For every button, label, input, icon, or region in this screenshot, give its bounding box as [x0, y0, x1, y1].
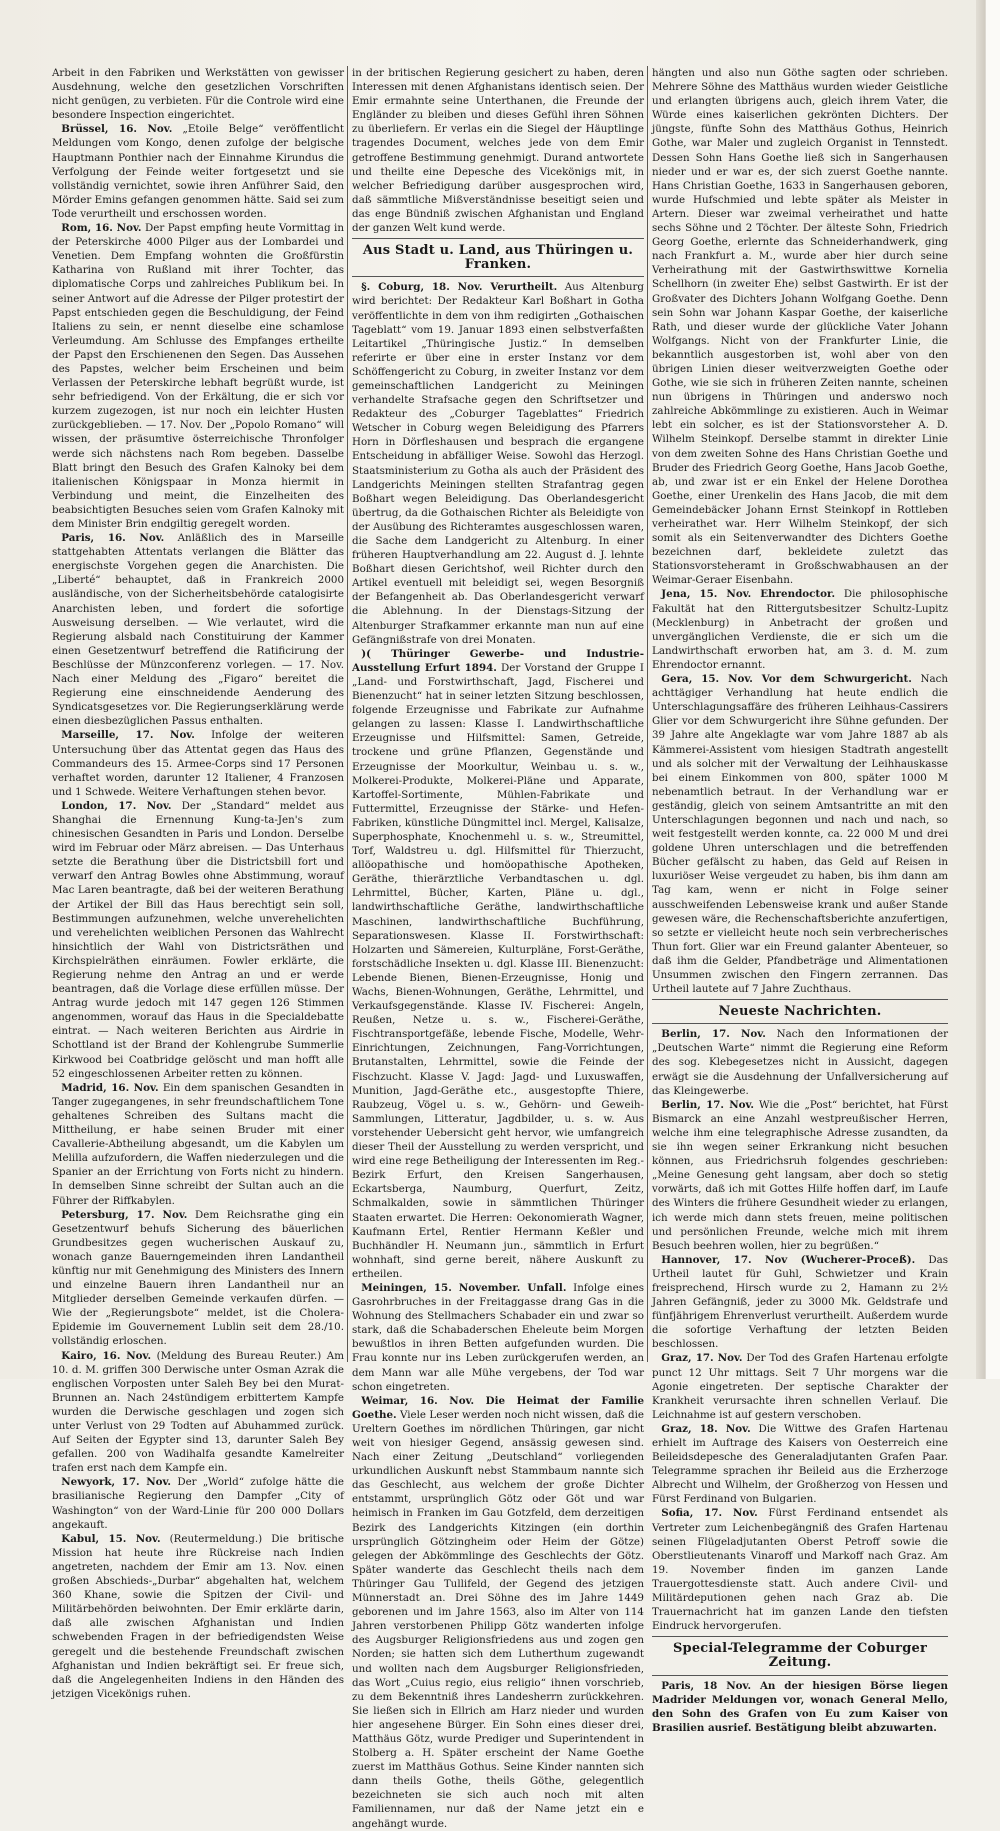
dateline: Brüssel, 16. Nov.: [61, 123, 173, 136]
section-rule: [352, 238, 644, 239]
article-text: Infolge der weiteren Untersuchung über das Attentat gegen das Haus des Commandeurs des 15. Armee-Corps sind 17 Personen verhaftet worden, darunter 12 Italiener, 4 Franzosen und 1 Schwede. Weitere Verhaftungen stehen bevor.: [52, 729, 344, 798]
article-paragraph: [652, 1027, 948, 1097]
article-paragraph: [52, 1208, 344, 1349]
column-rule: [647, 66, 648, 1362]
dateline: Graz, 18. Nov.: [661, 1422, 751, 1435]
dateline: Paris, 16. Nov.: [61, 532, 165, 545]
dateline: Sofia, 17. Nov.: [661, 1507, 758, 1520]
dateline: Petersburg, 17. Nov.: [61, 1208, 188, 1221]
article-text: Aus Altenburg wird berichtet: Der Redakteur Karl Boßhart in Gotha veröffentlichte in dem von ihm redigirten „Gothaischen Tageblatt“ vom 19. Januar 1893 einen selbstverfaßten Leitartikel „Thüringische Justiz.“ In demselben referirte er über eine in erster Instanz vor dem Schöffengericht zu Coburg, in zweiter Instanz vor dem gemeinschaftlichen Landgericht zu Meiningen verhandelte Strafsache gegen den Schriftsetzer und Redakteur des „Coburger Tageblattes“ Friedrich Wetscher in Coburg wegen Beleidigung des Pfarrers Horn in Dörfleshausen und besprach die ergangene Entscheidung in abfälliger Weise. Sowohl das Herzogl. Staatsministerium zu Gotha als auch der Präsident des Landgerichts Meiningen stellten Strafantrag gegen Boßhart wegen Beleidigung. Das Oberlandesgericht übertrug, da die Gothaischen Richter als Beleidigte von der Ausübung des Richteramtes ausgeschlossen waren, die Sache dem Landgericht zu Altenburg. In einer früheren Hauptverhandlung am 22. August d. J. lehnte Boßhart diesen Gerichtshof, weil Richter durch den Artikel eventuell mit beleidigt sei, wegen Besorgniß der Befangenheit ab. Das Oberlandesgericht verwarf die Ablehnung. In der Dienstags-Sitzung der Altenburger Strafkammer erkannte man nun auf eine Gefängnißstrafe von drei Monaten.: [352, 281, 644, 646]
dateline: §. Coburg, 18. Nov. Verurtheilt.: [361, 281, 558, 294]
article-text: „Etoile Belge“ veröffentlicht Meldungen vom Kongo, denen zufolge der belgische Hauptmann Ponthier nach der Einnahme Kirundus die Verfolgung der Feinde weiter fortgesetzt und sie vollständig vernichtet, sowie ihren Anführer Said, den Mörder Emins gefangen genommen hätte. Said sei zum Tode verurtheilt und erschossen worden.: [52, 123, 344, 220]
column-3: [652, 66, 949, 1734]
article-text: hängten und also nun Göthe sagten oder schrieben. Mehrere Söhne des Matthäus wurden wieder Geistliche und erlangten übrigens auch, gleich ihrem Vater, die Würde eines kaiserlichen gekrönten Dichters. Der jüngste, fünfte Sohn des Matthäus Gothus, Heinrich Gothe, war Maler und zugleich Organist in Tennstedt. Dessen Sohn Hans Goethe ließ sich in Sangerhausen nieder und er war es, der sich zuerst Goethe nannte. Hans Christian Goethe, 1633 in Sangerhausen geboren, wurde Hufschmied und lebte später als Meister in Artern. Dieser war zweimal verheirathet und hatte sechs Söhne und 2 Töchter. Der älteste Sohn, Friedrich Georg Goethe, erlernte das Schneiderhandwerk, ging nach Frankfurt a. M., wurde aber hier durch seine Verheirathung mit der Gastwirthswittwe Kornelia Schellhorn (in zweiter Ehe) selbst Gastwirth. Er ist der Großvater des Dichters Johann Wolfgang Goethe. Denn sein Sohn war Johann Kaspar Goethe, der kaiserliche Rath, und dieser wurde der glückliche Vater Johann Wolfgangs. Nicht von der Frankfurter Linie, die bekanntlich ausgestorben ist, wohl aber von den übrigen Linien dieser weitverzweigten Goethe oder Gothe, wie sie sich in früheren Zeiten nannte, scheinen nun übrigens in Thüringen und anderswo noch zahlreiche Abkömmlinge zu existieren. Auch in Weimar lebt ein solcher, es ist der Stationsvorsteher A. D. Wilhelm Steinkopf. Derselbe stammt in direkter Linie von dem zweiten Sohne des Hans Christian Goethe und Bruder des Friedrich Georg Goethe, Hans Jacob Goethe, ab, und zwar ist er ein Enkel der Helene Dorothea Goethe, einer Urenkelin des Hans Jacob, die mit dem Gemeindebäcker Johann Ernst Steinkopf in Rottleben verheirathet war. Herr Wilhelm Steinkopf, der sich somit als ein Seitenverwandter des Dichters Goethe bezeichnen darf, bekleidete zuletzt das Stationsvorsteheramt in Großschwabhausen an der Weimar-Geraer Eisenbahn.: [652, 67, 948, 587]
article-text: in der britischen Regierung gesichert zu haben, deren Interessen mit denen Afghanistans identisch seien. Der Emir ermahnte seine Unterthanen, die Freunde der Engländer zu bleiben und dieses Gefühl ihren Söhnen zu überliefern. Er verlas ein die Siegel der Häuptlinge tragendes Document, welches jede von dem Emir getroffene Bestimmung genehmigt. Durand antwortete und theilte eine Depesche des Vicekönigs mit, in welcher Befriedigung darüber ausgesprochen wird, daß sämmtliche Mißverständnisse beseitigt seien und das enge Bündniß zwischen Afghanistan und England der ganzen Welt kund werde.: [352, 67, 644, 235]
section-heading: Special-Telegramme der Coburger Zeitung.: [672, 1641, 928, 1671]
dateline: Paris, 18 Nov.: [661, 1679, 752, 1692]
article-text: Ein dem spanischen Gesandten in Tanger zugegangenes, in sehr freundschaftlichem Tone gehaltenes Schreiben des Sultans macht die Mittheilung, er habe seinen Bruder mit einer Cavallerie-Abtheilung abgesandt, um die Kabylen um Melilla aufzufordern, die Waffen niederzulegen und die Spanier an der Errichtung von Forts nicht zu hindern. In demselben Sinne schreibt der Sultan auch an die Führer der Riffkabylen.: [52, 1081, 344, 1207]
article-text: Wie die „Post“ berichtet, hat Fürst Bismarck an eine Anzahl westpreußischer Herren, welche ihm eine telegraphische Adresse zusandten, da sie ihn wegen seiner Erkrankung nicht besuchen können, aus Friedrichsruh folgendes geschrieben: „Meine Genesung geht langsam, aber doch so stetig vorwärts, daß ich mit Gottes Hilfe hoffen darf, im Laufe des Winters die frühere Gesundheit wieder zu erlangen, ich werde mich dann stets freuen, meine politischen und persönlichen Freunde, welche mich mit ihrem Besuch beehren wollen, hier zu begrüßen.“: [652, 1098, 948, 1252]
page-edge: [976, 0, 1000, 1379]
section-heading: Aus Stadt u. Land, aus Thüringen u. Franken.: [362, 243, 634, 273]
article-text: Infolge eines Gasrohrbruches in der Freitaggasse drang Gas in die Wohnung des Stellmachers Schabader ein und zwar so stark, daß die Schabaderschen Eheleute beim Morgen bewußtlos in ihren Betten aufgefunden wurden. Die Frau konnte nur ins Leben zurückgerufen werden, an dem Mann war alle Mühe vergebens, der Tod war schon eingetreten.: [352, 1281, 644, 1393]
article-paragraph: [352, 1281, 644, 1394]
article-paragraph: [652, 1506, 948, 1633]
article-text: Arbeit in den Fabriken und Werkstätten von gewisser Ausdehnung, welche den gesetzlichen Vorschriften nicht genügen, zu verbieten. Für die Controle wird eine besondere Inspection eingerichtet.: [52, 67, 344, 122]
article-text: Nach achttägiger Verhandlung hat heute endlich die Unterschlagungsaffäre des früheren Leihhaus-Cassirers Glier vor dem Schwurgericht ihre Sühne gefunden. Der 39 Jahre alte Angeklagte war vom Jahre 1887 ab als Kämmerei-Assistent vom hiesigen Stadtrath angestellt und als solcher mit der Verwaltung der Leihhauskasse bei einem Einkommen von 800, später 1000 M nebenamtlich betraut. In der Verhandlung war er geständig, gleich von seinem Amtsantritte an mit den Unterschlagungen begonnen und nach und nach, so weit festgestellt werden konnte, ca. 22 000 M und drei goldene Uhren unterschlagen und die betreffenden Bücher gefälscht zu haben, das Geld auf Reisen in luxuriöser Weise vergeudet zu haben, bis ihm dann am Tag kam, wenn er nicht in Folge seiner ausschweifenden Lebensweise krank und außer Stande gewesen wäre, die Rechenschaftsberichte anzufertigen, so setzte er vielleicht heute noch sein verbrecherisches Thun fort. Glier war ein Freund galanter Abenteuer, so daß ihm die Gelder, Pfandbeträge und Alimentationen Unsummen zwischen den Fingern zerrannen. Das Urtheil lautete auf 7 Jahre Zuchthaus.: [652, 673, 948, 996]
article-paragraph: [52, 531, 344, 728]
article-text: Dem Reichsrathe ging ein Gesetzentwurf behufs Sicherung des bäuerlichen Grundbesitzes gegen wucherischen Auskauf zu, wonach ganze Bauerngemeinden ihren Landantheil künftig nur mit Genehmigung des Ministers des Innern und einzelne Bauern ihren Landantheil nur an Mitglieder derselben Gemeinde verkaufen dürfen. — Wie der „Regierungsbote“ meldet, ist die Cholera-Epidemie im Gouvernement Lublin seit dem 28./10. vollständig erloschen.: [52, 1208, 344, 1348]
article-text: Das Urtheil lautet für Guhl, Schwietzer und Krain freisprechend, Hirsch wurde zu 2, Hamann zu 2½ Jahren Gefängniß, jeder zu 3000 Mk. Geldstrafe und fünfjährigem Ehrenverlust verurtheilt. Außerdem wurde die sofortige Verhaftung der letzten Beiden beschlossen.: [652, 1253, 949, 1351]
dateline: Gera, 15. Nov. Vor dem Schwurgericht.: [661, 673, 912, 686]
article-text: Die philosophische Fakultät hat den Rittergutsbesitzer Schultz-Lupitz (Mecklenburg) in Anbetracht der großen und unvergänglichen Verdienste, die er sich um die Landwirthschaft erworben hat, am 3. d. M. zum Ehrendoctor ernannt.: [652, 588, 948, 671]
article-paragraph: [52, 122, 344, 221]
article-text: Der „World“ zufolge hätte die brasilianische Regierung den Dampfer „City of Washington“ von der Ward-Linie für 200 000 Dollars angekauft.: [52, 1476, 345, 1531]
article-paragraph: [352, 647, 644, 1281]
dateline: Hannover, 17. Nov (Wucherer-Proceß).: [661, 1253, 916, 1266]
article-paragraph: [652, 1351, 948, 1421]
dateline: )( Thüringer Gewerbe- und Industrie-Ausstellung Erfurt 1894.: [352, 647, 644, 674]
dateline: Madrid, 16. Nov.: [61, 1081, 159, 1094]
dateline: Jena, 15. Nov. Ehrendoctor.: [661, 588, 836, 601]
dateline: Kabul, 15. Nov.: [61, 1532, 161, 1545]
article-text: (Meldung des Bureau Reuter.) Am 10. d. M. griffen 300 Derwische unter Osman Azrak die englischen Vorposten unter Saleh Bey bei den Murat-Brunnen an. Nach 24stündigem erbittertem Kampfe wurden die Derwische geschlagen und zogen sich unter Verlust von 29 Todten auf Abuhammed zurück. Auf Seiten der Egypter sind 13, darunter Saleh Bey gefallen. 200 von Wadihalfa gesandte Kamelreiter trafen erst nach dem Kampfe ein.: [52, 1349, 344, 1475]
section-heading: Neueste Nachrichten.: [718, 1004, 882, 1020]
article-text: Nach den Informationen der „Deutschen Warte“ nimmt die Regierung eine Reform des sog. Klebegesetzes nicht in Aussicht, dagegen erwägt sie die Ausdehnung der Unfallversicherung auf das Kleingewerbe.: [652, 1028, 948, 1097]
dateline: Rom, 16. Nov.: [61, 222, 142, 235]
dateline: London, 17. Nov.: [61, 799, 172, 812]
article-text: An der hiesigen Börse liegen Madrider Meldungen vor, wonach General Mello, den Sohn des Grafen von Eu zum Kaiser von Brasilien ausrief. Bestätigung bleibt abzuwarten.: [652, 1679, 948, 1734]
dateline: Marseille, 17. Nov.: [61, 729, 195, 742]
article-text: Fürst Ferdinand entsendet als Vertreter zum Leichenbegängniß des Grafen Hartenau seinen Flügeladjutanten Oberst Petroff sowie die Oberstlieutenants Vinaroff und Markoff nach Graz. Am 19. November finden im ganzen Lande Trauergottesdienste statt. Auch andere Civil- und Militärdeputionen gehen nach Graz ab. Die Trauernachricht hat im ganzen Lande den tiefsten Eindruck hervorgerufen.: [652, 1507, 948, 1633]
article-paragraph: [52, 1475, 344, 1531]
article-paragraph: [352, 66, 644, 235]
section-rule: [652, 1023, 948, 1024]
article-paragraph: [52, 66, 344, 122]
article-paragraph: [652, 672, 948, 996]
article-paragraph: [352, 1394, 644, 1831]
dateline: Berlin, 17. Nov.: [661, 1028, 766, 1041]
article-paragraph: [52, 1081, 344, 1208]
article-text: Die Wittwe des Grafen Hartenau erhielt im Auftrage des Kaisers von Oesterreich eine Beileidsdepesche des Generaladjutanten Grafen Paar. Telegramme sprachen ihr Beileid aus die Erzherzoge Albrecht und Wilhelm, der Großherzog von Hessen und Fürst Ferdinand von Bulgarien.: [652, 1422, 948, 1506]
article-paragraph: [652, 66, 948, 587]
section-rule: [652, 999, 948, 1000]
article-paragraph: [652, 587, 948, 672]
article-paragraph: [52, 728, 344, 798]
article-text: Der Vorstand der Gruppe I „Land- und Forstwirthschaft, Jagd, Fischerei und Bienenzucht“ hat in seiner letzten Sitzung beschlossen, folgende Erzeugnisse und Fabrikate zur Aufnahme gelangen zu lassen: Klasse I. Landwirthschaftliche Erzeugnisse und Hilfsmittel: Samen, Getreide, trockene und grüne Pflanzen, Gegenstände und Erzeugnisse der Moorkultur, Weinbau u. s. w., Molkerei-Produkte, Molkerei-Pläne und Apparate, Kartoffel-Sortimente, Mühlen-Fabrikate und Futtermittel, Erzeugnisse der Stärke- und Hefen-Fabriken, künstliche Düngmittel incl. Mergel, Kalisalze, Superphosphate, Knochenmehl u. s. w., Streumittel, Torf, Waldstreu u. dgl. Hilfsmittel für Thierzucht, allöopathische und homöopathische Apotheken, Geräthe, thierärztliche Verbandtaschen u. dgl. Lehrmittel, Bücher, Karten, Pläne u. dgl., landwirthschaftliche Geräthe, landwirthschaftliche Maschinen, landwirthschaftliche Buchführung, Separationswesen. Klasse II. Forstwirthschaft: Holzarten und Sämereien, Kulturpläne, Forst-Geräthe, forstschädliche Insekten u. dgl. Klasse III. Bienenzucht: Lebende Bienen, Bienen-Erzeugnisse, Honig und Wachs, Bienen-Wohnungen, Geräthe, Lehrmittel, und Verkaufsgegenstände. Klasse IV. Fischerei: Angeln, Reußen, Netze u. s. w., Fischerei-Geräthe, Fischtransportgefäße, lebende Fische, Modelle, Wehr-Einrichtungen, Zeichnungen, Fang-Vorrichtungen, Brutanstalten, Lehrmittel, sowie die Feinde der Fischzucht. Klasse V. Jagd: Jagd- und Luxuswaffen, Munition, Jagd-Geräthe etc., ausgestopfte Thiere, Raubzeug, Vögel u. s. w., Gehörn- und Geweih-Sammlungen, Litteratur, Jagdbilder, u. s. w. Aus vorstehender Uebersicht geht hervor, wie umfangreich dieser Theil der Ausstellung zu werden verspricht, und wird eine rege Betheiligung der Interessenten im Reg.-Bezirk Erfurt, den Kreisen Sangerhausen, Eckartsberga, Naumburg, Querfurt, Zeitz, Schmalkalden, sowie in sämmtlichen Thüringer Staaten erwartet. Die Herren: Oekonomierath Wagner, Kaufmann Ertel, Rentier Hermann Keßler und Buchhändler H. Neumann jun., sämmtlich in Erfurt wohnhaft, sind gerne bereit, nähere Auskunft zu ertheilen.: [352, 661, 644, 1280]
article-paragraph: [352, 280, 644, 646]
dateline: Berlin, 17. Nov.: [661, 1098, 755, 1111]
dateline: Graz, 17. Nov.: [661, 1352, 743, 1365]
column-rule: [347, 66, 348, 1362]
dateline: Newyork, 17. Nov.: [61, 1476, 172, 1489]
article-paragraph: [52, 221, 344, 531]
section-rule: [352, 276, 644, 277]
article-text: Der Tod des Grafen Hartenau erfolgte punct 12 Uhr mittags. Seit 7 Uhr morgens war die Agonie eingetreten. Der septische Charakter der Krankheit verursachte ihren schnellen Verlauf. Die Leichnahme ist auf gestern verschoben.: [652, 1352, 948, 1421]
column-1: [52, 66, 345, 1700]
article-paragraph: [52, 1532, 344, 1701]
article-paragraph: [652, 1098, 948, 1253]
section-rule: [652, 1636, 948, 1637]
article-paragraph: [652, 1422, 948, 1507]
article-paragraph: [652, 1679, 948, 1735]
article-text: (Reutermeldung.) Die britische Mission hat heute ihre Rückreise nach Indien angetreten, nachdem der Emir am 13. Nov. einen großen Abschieds-„Durbar“ abgehalten hat, welchem 360 Khane, sowie die Spitzen der Civil- und Militärbehörden beiwohnten. Der Emir erklärte darin, daß alle zwischen Afghanistan und Indien schwebenden Fragen in der befriedigendsten Weise geregelt und die bestehende Freundschaft zwischen Afghanistan und Indien bekräftigt sei. Er freue sich, daß die Angelegenheiten Indiens in den Händen des jetzigen Vicekönigs ruhen.: [52, 1532, 344, 1700]
dateline: Meiningen, 15. November. Unfall.: [361, 1281, 567, 1294]
article-text: Viele Leser werden noch nicht wissen, daß die Ureltern Goethes im nördlichen Thüringen, gar nicht weit von hiesiger Gegend, ansässig gewesen sind. Nach einer Zeitung „Deutschland“ vorliegenden urkundlichen Auskunft nebst Stammbaum nannte sich das Geschlecht, aus welchem der große Dichter entstammt, ursprünglich Götz oder Göt und war heimisch in Franken im Gau Gotzfeld, dem derzeitigen Bezirk des Landgerichts Kitzingen (ein dorthin ursprünglich Götzingheim oder Heim der Götze) gelegen der Abkömmlinge des Geschlechts der Götz. Später wanderte das Geschlecht theils nach dem Thüringer Gau Tullifeld, der Gegend des jetzigen Münnerstadt an. Drei Söhne des im Jahre 1449 geborenen und im Jahre 1563, also im Alter von 114 Jahren verstorbenen Philipp Götz wanderten infolge des Augsburger Religionsfriedens aus und zogen gen Norden; sie hatten sich dem Lutherthum zugewandt und wollten nach dem Augsburger Religionsfrieden, das Wort „Cuius regio, eius religio“ ihnen vorschrieb, zu dem Bekenntniß ihres Landesherrn zurückkehren. Sie ließen sich in Ellrich am Harz nieder und wurden hier angesehene Bürger. Ein Sohn eines dieser drei, Matthäus Götz, wurde Prediger und Superintendent in Stolberg a. H. Später erscheint der Name Goethe zuerst im Matthäus Gothus. Seine Kinder nannten sich dann theils Gothe, theils Göthe, gelegentlich bezeichneten sie sich auch noch mit alten Familiennamen, nur daß der Name jetzt ein e angehängt wurde.: [352, 1408, 644, 1830]
article-paragraph: [52, 799, 344, 1081]
dateline: Kairo, 16. Nov.: [61, 1349, 152, 1362]
article-text: Anläßlich des in Marseille stattgehabten Attentats verlangen die Blätter das energischste Vorgehen gegen die Anarchisten. Die „Liberté“ behauptet, daß in Frankreich 2000 ausländische, von der Sicherheitsbehörde catalogisirte Anarchisten leben, und fordert die sofortige Ausweisung derselben. — Wie verlautet, wird die Regierung alsbald nach Constituirung der Kammer einen Gesetzentwurf betreffend die Ratificirung der Beschlüsse der Münzconferenz vorlegen. — 17. Nov. Nach einer Meldung des „Figaro“ bereitet die Regierung eine einschneidende Aenderung des Syndicatsgesetzes vor. Die Regierungserklärung werde einen diesbezüglichen Passus enthalten.: [52, 532, 344, 728]
column-2: [352, 66, 644, 1830]
article-text: Der Papst empfing heute Vormittag in der Peterskirche 4000 Pilger aus der Lombardei und Venetien. Dem Empfang wohnten die Großfürstin Katharina von Rußland mit ihrer Tochter, das diplomatische Corps und zahlreiches Publikum bei. In seiner Antwort auf die Adresse der Pilger protestirt der Papst entschieden gegen die Beschuldigung, der Feind Italiens zu sein, er nennt dieselbe eine schamlose Verleumdung. Am Schlusse des Empfanges ertheilte der Papst den Erschienenen den Segen. Das Aussehen des Papstes, welcher beim Erscheinen und beim Verlassen der Peterskirche lebhaft begrüßt wurde, ist sehr befriedigend. Von der Erkältung, die er sich vor kurzem zugezogen, ist nur noch ein leichter Husten zurückgeblieben. — 17. Nov. Der „Popolo Romano“ will wissen, der präsumtive österreichische Thronfolger werde sich nächstens nach Rom begeben. Dasselbe Blatt bringt den Besuch des Grafen Kalnoky bei dem italienischen Königspaar in Monza hiermit in Verbindung und meint, die Einzelheiten des beabsichtigten Besuches seien vom Grafen Kalnoky mit dem Minister Brin endgiltig geregelt worden.: [52, 222, 344, 530]
section-rule: [652, 1675, 948, 1676]
article-paragraph: [52, 1349, 344, 1476]
article-paragraph: [652, 1253, 948, 1352]
dateline: Weimar, 16. Nov. Die Heimat der Familie Goethe.: [352, 1394, 644, 1421]
article-text: Der „Standard“ meldet aus Shanghai die Ernennung Kung-ta-Jen's zum chinesischen Gesandten in Paris und London. Derselbe wird im Februar oder März abreisen. — Das Unterhaus setzte die Berathung über die Districtsbill fort und verwarf den Antrag Bowles ohne Abstimmung, worauf Mac Laren beantragte, daß bei der weiteren Berathung der Artikel der Bill das Haus berechtigt sein soll, Bestimmungen aufzunehmen, welche unverehelichten und verehelichten weiblichen Personen das Wahlrecht hinsichtlich der Wahl von Districtsräthen und Kirchspielräthen einräumen. Fowler erklärte, die Regierung nehme den Antrag an und er werde beantragen, daß die Vorlage diese erfüllen müsse. Der Antrag wurde jedoch mit 147 gegen 126 Stimmen angenommen, worauf das Haus in die Specialdebatte eintrat. — Nach weiteren Berichten aus Airdrie in Schottland ist der Brand der Kohlengrube Summerlie Kirkwood bei Coatbridge gelöscht und man hofft alle 52 eingeschlossenen Arbeiter retten zu können.: [52, 799, 344, 1080]
